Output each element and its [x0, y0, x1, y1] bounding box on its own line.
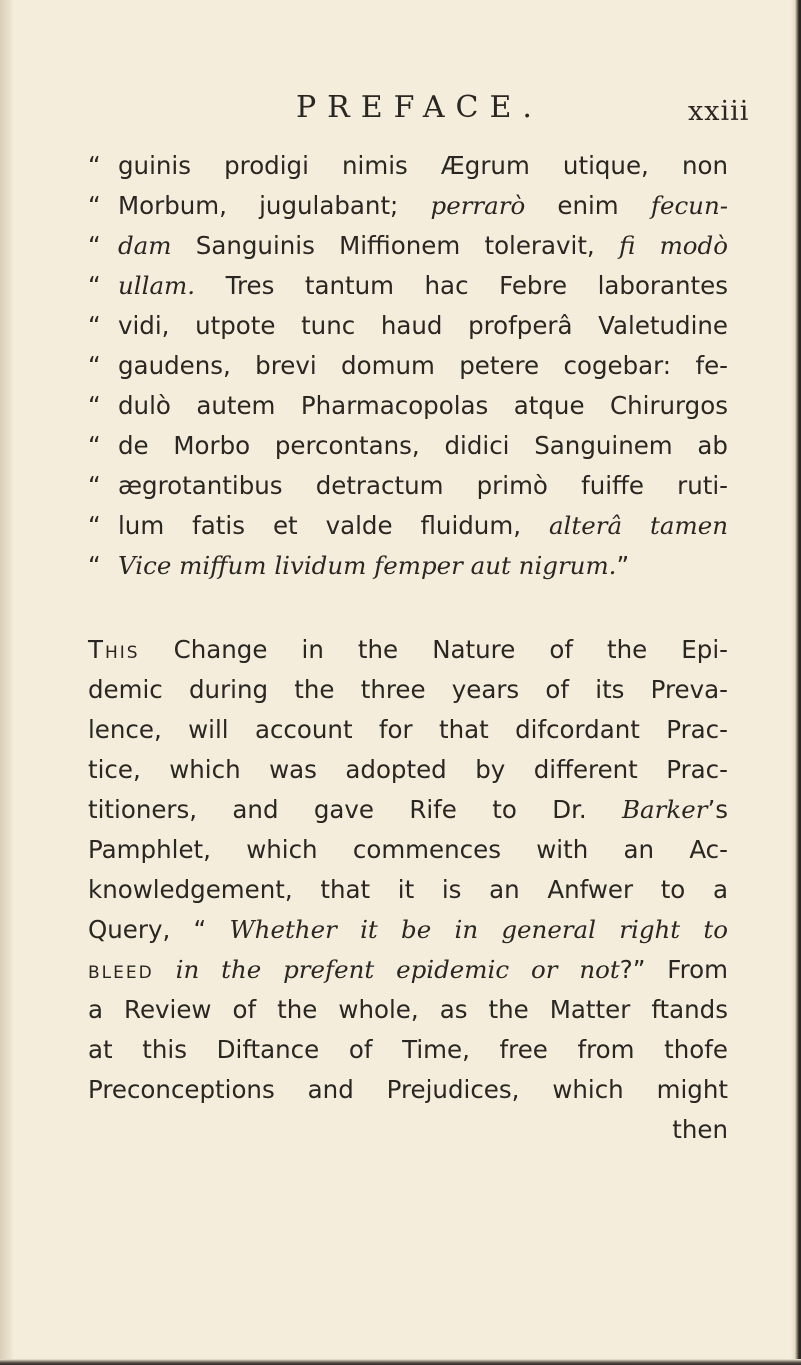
- text-segment: knowledgement, that it is an Anfwer to a: [88, 875, 728, 904]
- text-segment: tice, which was adopted by different Prac-: [88, 755, 728, 784]
- quote-mark: “: [88, 391, 101, 420]
- text-segment: guinis prodigi nimis Ægrum utique, non: [118, 151, 728, 180]
- quote-mark: “: [88, 311, 101, 340]
- text-line: [88, 506, 728, 546]
- text-segment: alterâ tamen: [548, 511, 728, 540]
- quote-mark: “: [88, 471, 101, 500]
- quote-mark: “: [88, 151, 101, 180]
- text-segment: bleed: [88, 955, 154, 984]
- text-segment: de Morbo percontans, didici Sanguinem ab: [118, 431, 728, 460]
- text-line: [88, 990, 728, 1030]
- text-segment: in the prefent epidemic or not: [153, 955, 620, 984]
- text-block: [88, 146, 728, 1150]
- text-line: [88, 346, 728, 386]
- text-line: [88, 1070, 728, 1110]
- text-line: [88, 426, 728, 466]
- page-header: [0, 90, 801, 140]
- text-segment: dam: [118, 231, 172, 260]
- text-line: [88, 870, 728, 910]
- quote-mark: “: [88, 271, 101, 300]
- text-segment: Tres tantum hac Febre laborantes: [195, 271, 728, 300]
- text-segment: at this Diftance of Time, free from thofe: [88, 1035, 728, 1064]
- text-line: [88, 670, 728, 710]
- text-line: [88, 226, 728, 266]
- text-line: [88, 910, 728, 950]
- text-segment: Query, “: [88, 915, 230, 944]
- text-segment: perrarò: [430, 191, 526, 220]
- quote-mark: “: [88, 351, 101, 380]
- text-segment: Preconceptions and Prejudices, which might: [88, 1075, 728, 1104]
- text-line: [88, 466, 728, 506]
- text-segment: Barker: [622, 795, 708, 824]
- text-segment: vidi, utpote tunc haud profperâ Valetudine: [118, 311, 728, 340]
- text-line: [88, 266, 728, 306]
- text-segment: This: [88, 635, 140, 664]
- page-edge-left: [0, 0, 14, 1365]
- running-title: PREFACE.: [296, 90, 543, 125]
- text-segment: lum fatis et valde fluidum,: [118, 511, 549, 540]
- quote-mark: “: [88, 191, 101, 220]
- text-line: [88, 186, 728, 226]
- text-line: [88, 630, 728, 670]
- text-segment: demic during the three years of its Preva-: [88, 675, 728, 704]
- text-segment: ?” From: [619, 955, 728, 984]
- text-line: [88, 146, 728, 186]
- text-segment: gaudens, brevi domum petere cogebar: fe-: [118, 351, 728, 380]
- body-paragraph: [88, 630, 728, 1110]
- page-edge-right: [791, 0, 801, 1365]
- text-line: [88, 830, 728, 870]
- quote-mark: “: [88, 431, 101, 460]
- quote-mark: “: [88, 551, 101, 580]
- text-segment: fi modò: [618, 231, 728, 260]
- text-segment: Sanguinis Miffionem toleravit,: [171, 231, 619, 260]
- page-number: xxiii: [688, 96, 750, 127]
- text-segment: dulò autem Pharmacopolas atque Chirurgos: [118, 391, 728, 420]
- text-segment: Pamphlet, which commences with an Ac-: [88, 835, 728, 864]
- text-line: [88, 1030, 728, 1070]
- text-segment: enim: [525, 191, 651, 220]
- page-edge-bottom: [0, 1359, 801, 1365]
- text-segment: fecun-: [650, 191, 728, 220]
- text-segment: ’s: [707, 795, 728, 824]
- quote-mark: “: [88, 511, 101, 540]
- text-line: [88, 546, 728, 586]
- text-line: [88, 710, 728, 750]
- catchword-line: [88, 1110, 728, 1150]
- text-line: [88, 750, 728, 790]
- text-segment: a Review of the whole, as the Matter ftands: [88, 995, 728, 1024]
- text-segment: titioners, and gave Rife to Dr.: [88, 795, 623, 824]
- text-segment: ullam.: [118, 271, 196, 300]
- text-line: [88, 386, 728, 426]
- text-segment: Change in the Nature of the Epi-: [139, 635, 728, 664]
- text-segment: ægrotantibus detractum primò fuiffe ruti-: [118, 471, 728, 500]
- text-line: [88, 306, 728, 346]
- text-segment: ”: [616, 551, 630, 580]
- text-segment: Whether it be in general right to: [229, 915, 728, 944]
- latin-quotation: [88, 146, 728, 586]
- text-segment: lence, will account for that difcordant Prac-: [88, 715, 728, 744]
- text-segment: Vice miffum lividum femper aut nigrum.: [118, 551, 617, 580]
- quote-mark: “: [88, 231, 101, 260]
- text-line: [88, 950, 728, 990]
- catchword: then: [672, 1115, 728, 1144]
- text-line: [88, 790, 728, 830]
- text-segment: Morbum, jugulabant;: [118, 191, 431, 220]
- paragraph-gap: [88, 586, 728, 630]
